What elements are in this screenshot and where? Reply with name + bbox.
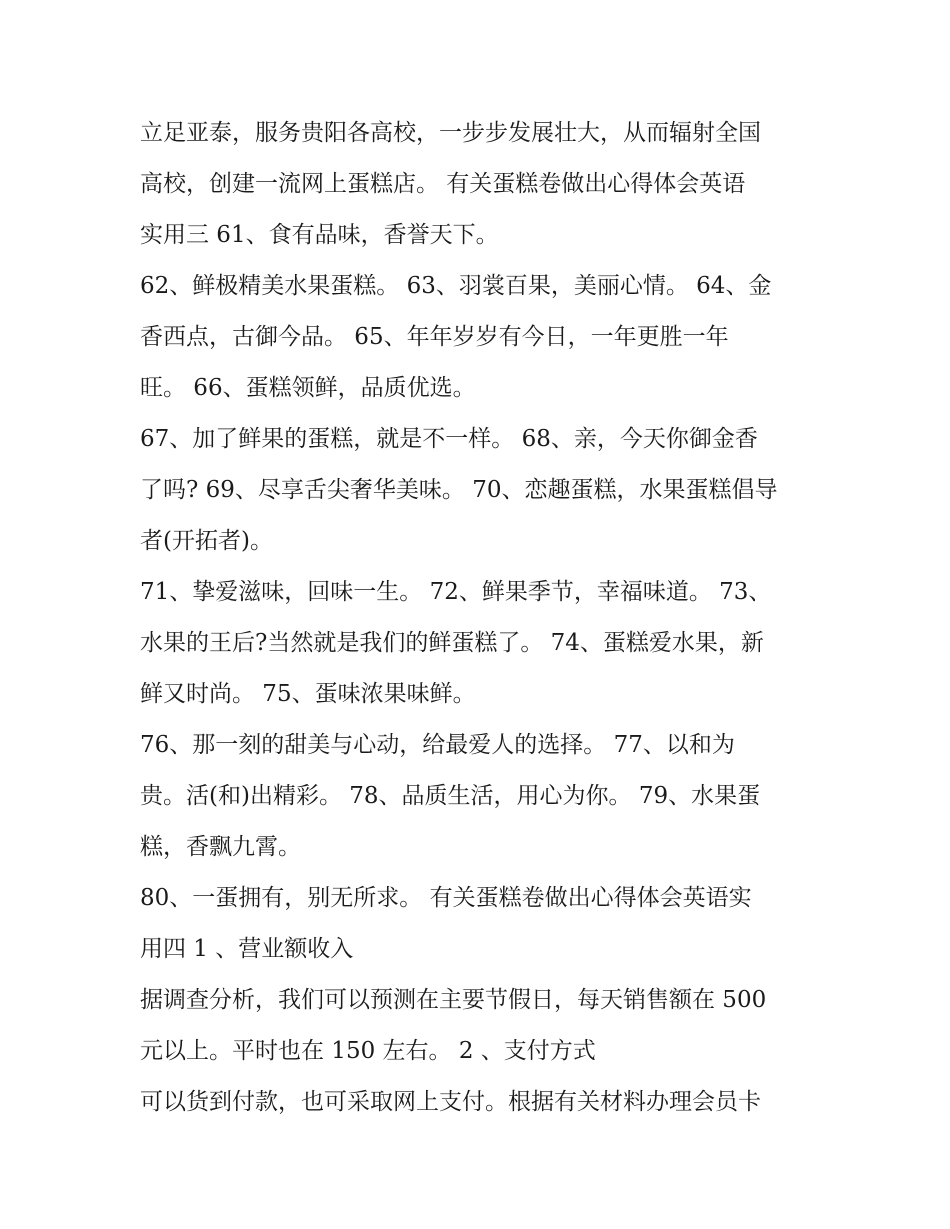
text-line: 62、鲜极精美水果蛋糕。 63、羽裳百果，美丽心情。 64、金 — [140, 273, 772, 299]
text-line: 可以货到付款，也可采取网上支付。根据有关材料办理会员卡 — [140, 1089, 761, 1115]
text-line: 用四 1 、营业额收入 — [140, 936, 354, 962]
text-line: 80、一蛋拥有，别无所求。 有关蛋糕卷做出心得体会英语实 — [140, 885, 752, 911]
text-line: 旺。 66、蛋糕领鲜，品质优选。 — [140, 375, 476, 401]
text-line: 立足亚泰，服务贵阳各高校，一步步发展壮大，从而辐射全国 — [140, 120, 761, 146]
text-line: 贵。活(和)出精彩。 78、品质生活，用心为你。 79、水果蛋 — [140, 783, 761, 809]
text-line: 了吗? 69、尽享舌尖奢华美味。 70、恋趣蛋糕，水果蛋糕倡导 — [140, 477, 778, 503]
text-line: 71、挚爱滋味，回味一生。 72、鲜果季节，幸福味道。 73、 — [140, 579, 772, 605]
text-line: 据调查分析，我们可以预测在主要节假日，每天销售额在 500 — [140, 987, 767, 1013]
text-line: 香西点，古御今品。 65、年年岁岁有今日，一年更胜一年 — [140, 324, 729, 350]
text-line: 高校，创建一流网上蛋糕店。 有关蛋糕卷做出心得体会英语 — [140, 171, 746, 197]
text-line: 水果的王后?当然就是我们的鲜蛋糕了。 74、蛋糕爱水果，新 — [140, 630, 764, 656]
text-line: 67、加了鲜果的蛋糕，就是不一样。 68、亲，今天你御金香 — [140, 426, 758, 452]
document-body — [140, 108, 820, 1128]
text-line: 76、那一刻的甜美与心动，给最爱人的选择。 77、以和为 — [140, 732, 735, 758]
text-line: 者(开拓者)。 — [140, 528, 273, 554]
text-line: 实用三 61、食有品味，香誉天下。 — [140, 222, 499, 248]
text-line: 糕，香飘九霄。 — [140, 834, 301, 860]
text-line: 鲜又时尚。 75、蛋味浓果味鲜。 — [140, 681, 476, 707]
text-line: 元以上。平时也在 150 左右。 2 、支付方式 — [140, 1038, 596, 1064]
